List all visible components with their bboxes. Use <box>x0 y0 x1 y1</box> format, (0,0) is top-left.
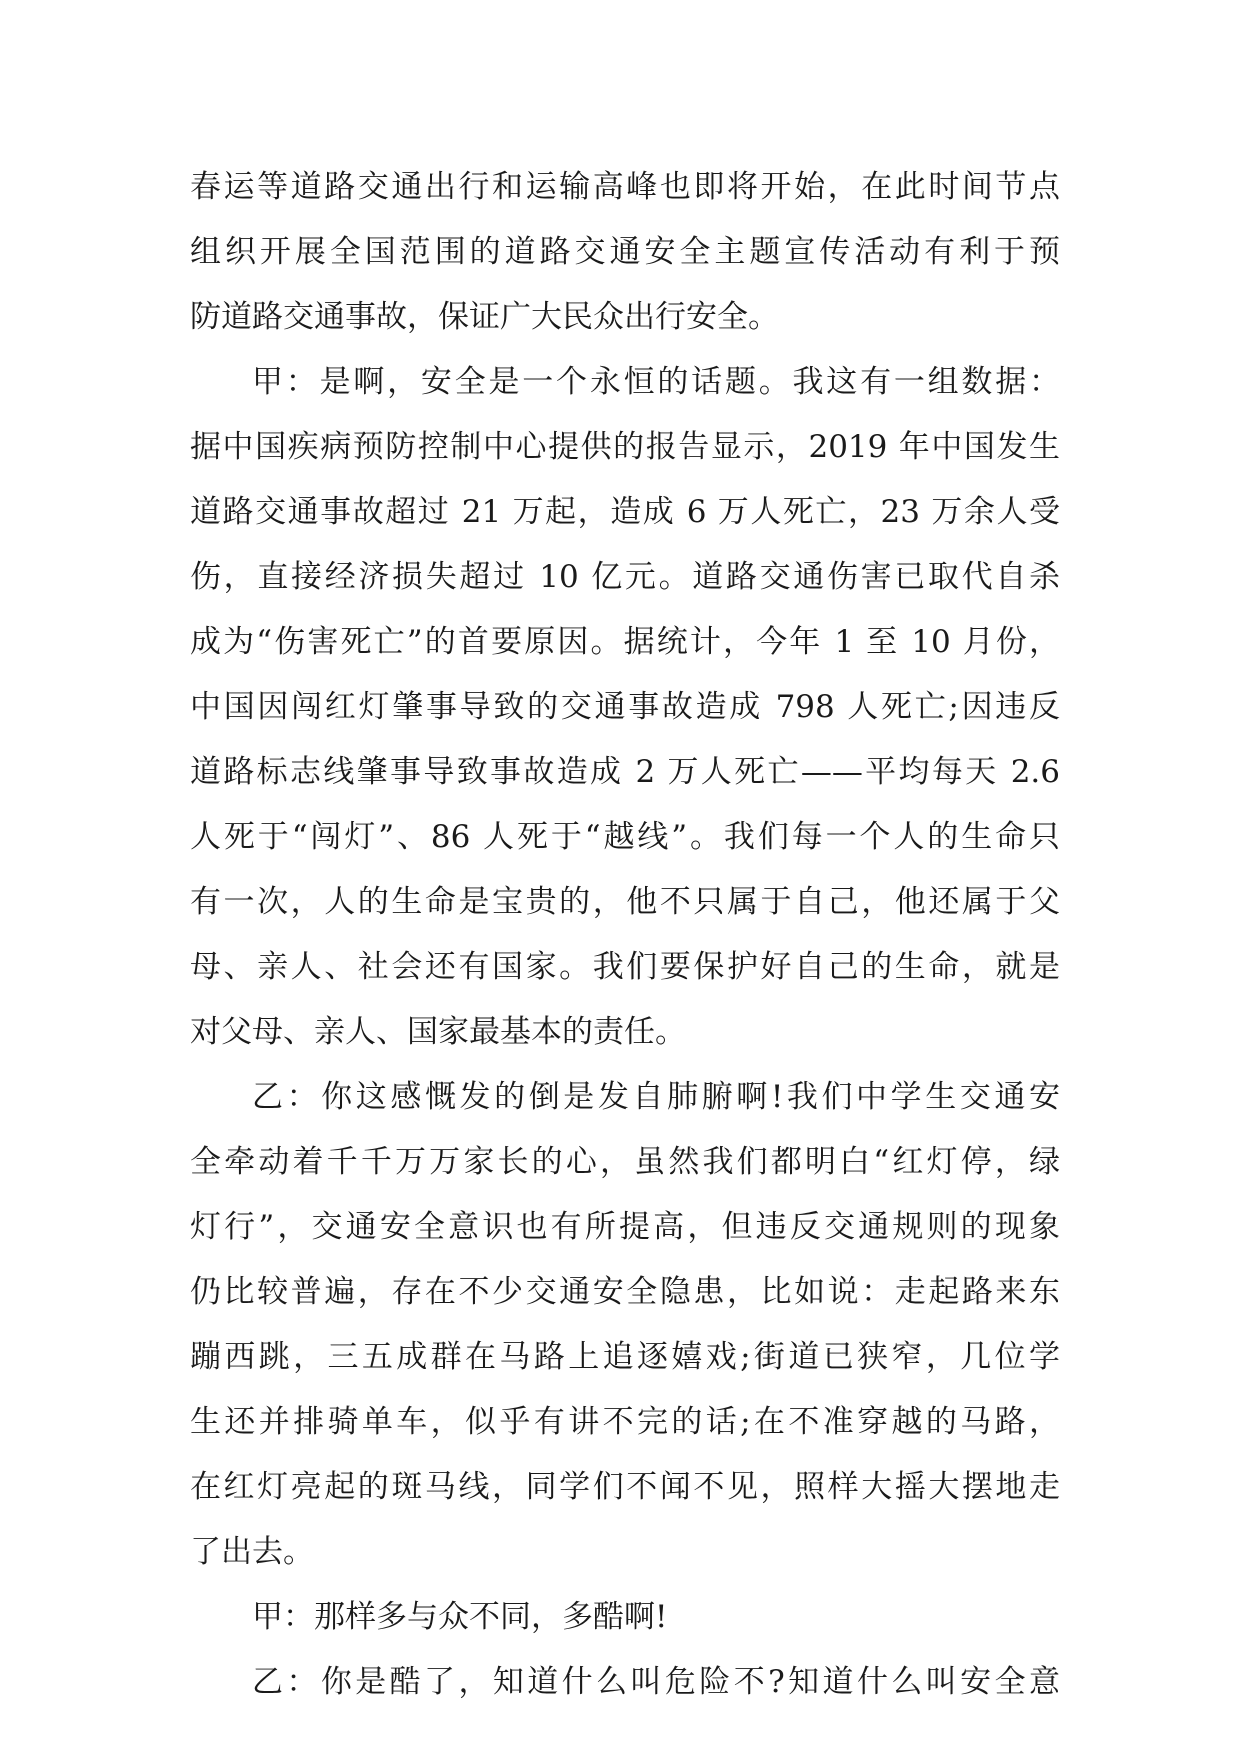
text-line: 蹦西跳，三五成群在马路上追逐嬉戏;街道已狭窄，几位学 <box>190 1339 1060 1375</box>
text-line: 全牵动着千千万万家长的心，虽然我们都明白“红灯停，绿 <box>190 1144 1060 1180</box>
text-line: 甲：那样多与众不同，多酷啊! <box>252 1599 668 1635</box>
text-line: 在红灯亮起的斑马线，同学们不闻不见，照样大摇大摆地走 <box>190 1469 1060 1505</box>
text-line: 有一次，人的生命是宝贵的，他不只属于自己，他还属于父 <box>190 884 1060 920</box>
text-line: 对父母、亲人、国家最基本的责任。 <box>190 1014 686 1050</box>
body-text <box>190 155 1060 1715</box>
text-line: 伤，直接经济损失超过 10 亿元。道路交通伤害已取代自杀 <box>190 559 1060 595</box>
text-line: 了出去。 <box>190 1534 314 1570</box>
text-line: 道路交通事故超过 21 万起，造成 6 万人死亡，23 万余人受 <box>190 494 1060 530</box>
text-line: 灯行”，交通安全意识也有所提高，但违反交通规则的现象 <box>190 1209 1060 1245</box>
text-line: 乙：你这感慨发的倒是发自肺腑啊!我们中学生交通安 <box>252 1079 1060 1115</box>
text-line: 成为“伤害死亡”的首要原因。据统计，今年 1 至 10 月份， <box>190 624 1060 660</box>
text-line: 仍比较普遍，存在不少交通安全隐患，比如说：走起路来东 <box>190 1274 1060 1310</box>
text-line: 据中国疾病预防控制中心提供的报告显示，2019 年中国发生 <box>190 429 1060 465</box>
text-line: 中国因闯红灯肇事导致的交通事故造成 798 人死亡;因违反 <box>190 689 1060 725</box>
text-line: 母、亲人、社会还有国家。我们要保护好自己的生命，就是 <box>190 949 1060 985</box>
text-line: 防道路交通事故，保证广大民众出行安全。 <box>190 299 779 335</box>
text-line: 生还并排骑单车，似乎有讲不完的话;在不准穿越的马路， <box>190 1404 1060 1440</box>
text-line: 甲：是啊，安全是一个永恒的话题。我这有一组数据： <box>252 364 1060 400</box>
text-line: 道路标志线肇事导致事故造成 2 万人死亡——平均每天 2.6 <box>190 754 1060 790</box>
text-line: 组织开展全国范围的道路交通安全主题宣传活动有利于预 <box>190 234 1060 270</box>
text-line: 人死于“闯灯”、86 人死于“越线”。我们每一个人的生命只 <box>190 819 1060 855</box>
text-line: 乙：你是酷了，知道什么叫危险不?知道什么叫安全意 <box>252 1664 1060 1700</box>
text-line: 春运等道路交通出行和运输高峰也即将开始，在此时间节点 <box>190 169 1060 205</box>
